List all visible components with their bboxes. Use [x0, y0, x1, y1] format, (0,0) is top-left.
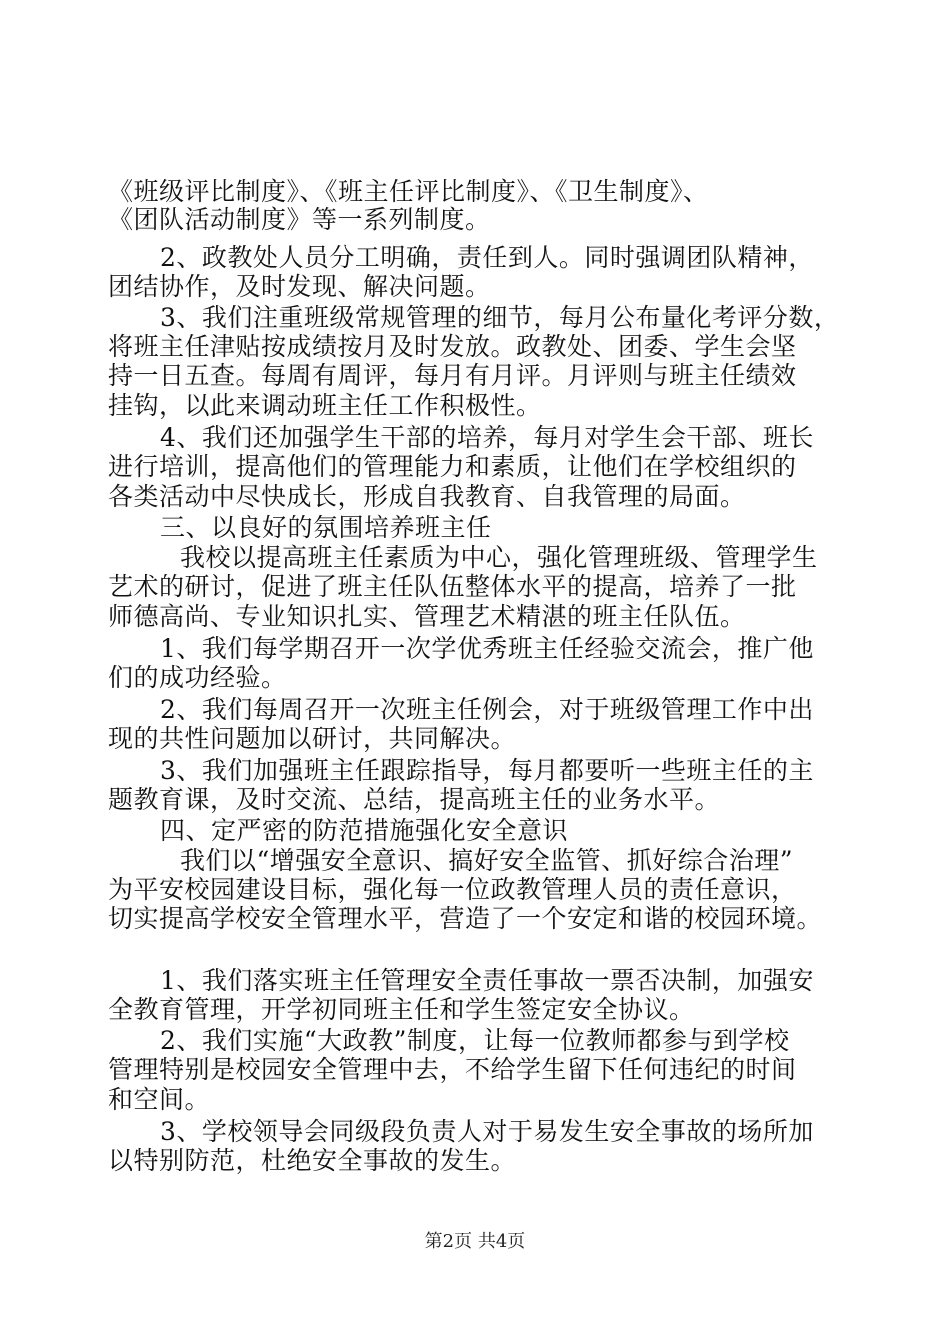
- text-line: 4、我们还加强学生干部的培养，每月对学生会干部、班长: [160, 423, 814, 452]
- text-line: 我校以提高班主任素质为中心，强化管理班级、管理学生: [180, 543, 818, 572]
- text-line: 以特别防范，杜绝安全事故的发生。: [108, 1146, 517, 1175]
- text-line: 现的共性问题加以研讨，共同解决。: [108, 724, 517, 753]
- page-number: 第2页 共4页: [424, 1231, 526, 1252]
- text-line: 师德高尚、专业知识扎实、管理艺术精湛的班主任队伍。: [108, 602, 746, 631]
- text-line: 和空间。: [108, 1085, 211, 1114]
- text-line: 《团队活动制度》等一系列制度。: [108, 205, 491, 234]
- section-heading: 四、定严密的防范措施强化安全意识: [160, 816, 569, 845]
- text-line: 持一日五查。每周有周评，每月有月评。月评则与班主任绩效: [108, 361, 797, 390]
- section-heading: 三、以良好的氛围培养班主任: [160, 513, 492, 542]
- text-line: 题教育课，及时交流、总结，提高班主任的业务水平。: [108, 785, 721, 814]
- text-line: 3、我们注重班级常规管理的细节，每月公布量化考评分数，: [160, 303, 840, 332]
- text-line: 3、我们加强班主任跟踪指导，每月都要听一些班主任的主: [160, 756, 814, 785]
- text-line: 《班级评比制度》、《班主任评比制度》、《卫生制度》、: [108, 177, 709, 206]
- text-line: 1、我们落实班主任管理安全责任事故一票否决制，加强安: [160, 966, 814, 995]
- text-line: 进行培训，提高他们的管理能力和素质，让他们在学校组织的: [108, 452, 797, 481]
- text-line: 管理特别是校园安全管理中去，不给学生留下任何违纪的时间: [108, 1055, 797, 1084]
- text-line: 2、我们每周召开一次班主任例会，对于班级管理工作中出: [160, 695, 814, 724]
- text-line: 们的成功经验。: [108, 663, 287, 692]
- text-line: 切实提高学校安全管理水平，营造了一个安定和谐的校园环境。: [108, 904, 823, 933]
- text-line: 全教育管理，开学初同班主任和学生签定安全协议。: [108, 995, 695, 1024]
- text-line: 将班主任津贴按成绩按月及时发放。政教处、团委、学生会坚: [108, 332, 797, 361]
- text-line: 2、政教处人员分工明确，责任到人。同时强调团队精神，: [160, 243, 814, 272]
- text-line: 团结协作，及时发现、解决问题。: [108, 272, 491, 301]
- text-line: 艺术的研讨，促进了班主任队伍整体水平的提高，培养了一批: [108, 572, 797, 601]
- text-line: 3、学校领导会同级段负责人对于易发生安全事故的场所加: [160, 1117, 814, 1146]
- text-line: 1、我们每学期召开一次学优秀班主任经验交流会，推广他: [160, 634, 814, 663]
- text-line: 挂钩，以此来调动班主任工作积极性。: [108, 391, 542, 420]
- text-line: 我们以“增强安全意识、搞好安全监管、抓好综合治理”: [180, 846, 794, 875]
- text-line: 2、我们实施“大政教”制度，让每一位教师都参与到学校: [160, 1026, 790, 1055]
- text-line: 为平安校园建设目标，强化每一位政教管理人员的责任意识，: [108, 875, 797, 904]
- text-line: 各类活动中尽快成长，形成自我教育、自我管理的局面。: [108, 482, 746, 511]
